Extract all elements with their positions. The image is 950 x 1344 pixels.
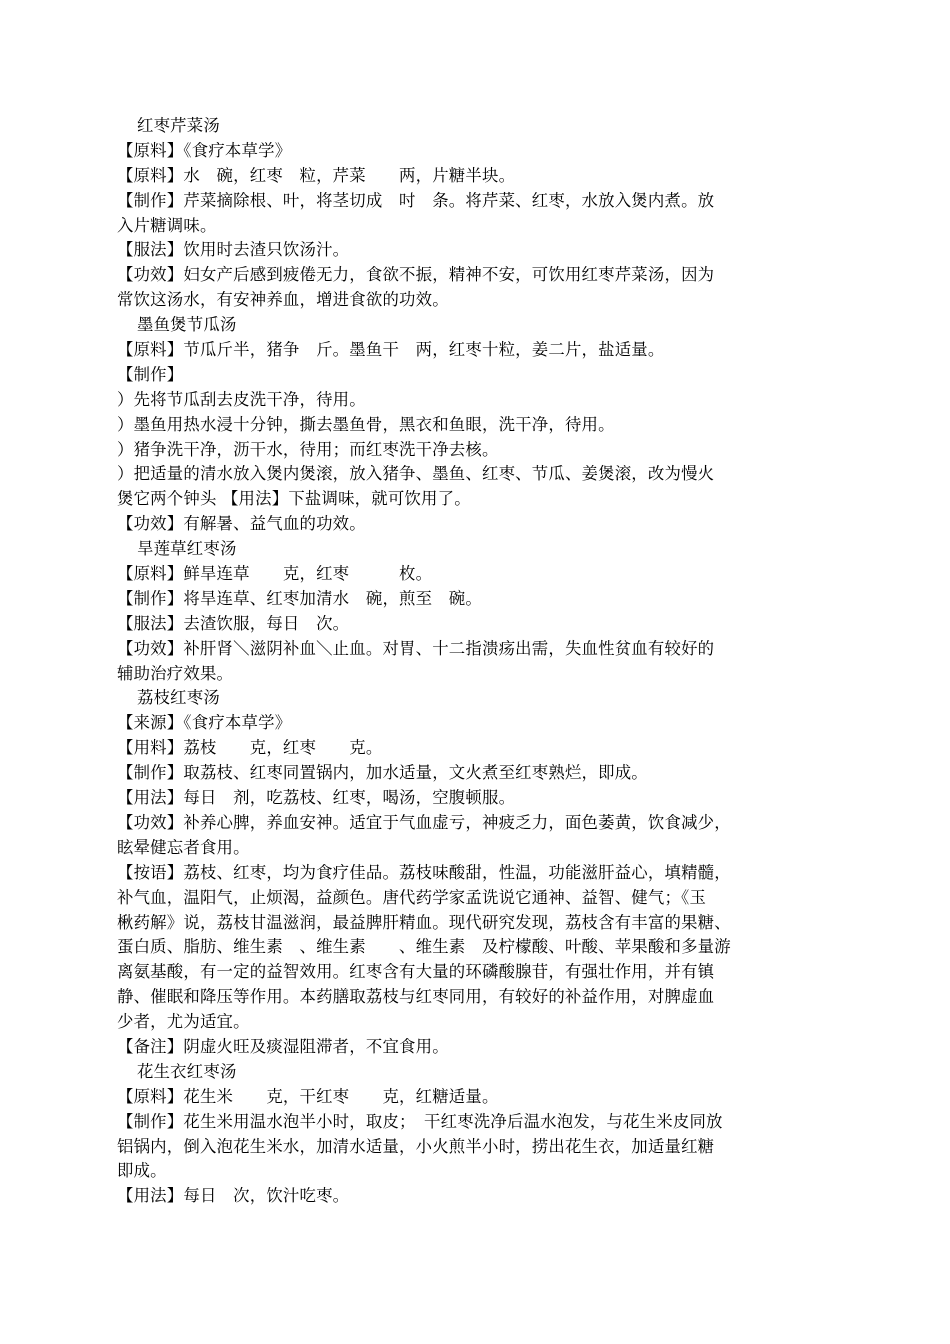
text-line: 【制作】	[117, 364, 184, 384]
text-line: 【功效】妇女产后感到疲倦无力，食欲不振，精神不安，可饮用红枣芹菜汤，因为	[117, 265, 715, 285]
text-line: 【原料】水 碗，红枣 粒，芹菜 两，片糖半块。	[117, 165, 516, 185]
text-line: 【制作】芹菜摘除根、叶，将茎切成 吋 条。将芹菜、红枣，水放入煲内煮。放	[117, 190, 715, 210]
text-line: 离氨基酸，有一定的益智效用。红枣含有大量的环磷酸腺苷，有强壮作用，并有镇	[117, 962, 715, 982]
text-line: 【功效】有解暑、益气血的功效。	[117, 514, 366, 534]
recipe-title: 红枣芹菜汤	[137, 116, 220, 135]
text-line: 静、催眠和降压等作用。本药膳取荔枝与红枣同用，有较好的补益作用，对脾虚血	[117, 987, 715, 1007]
text-line: 【用料】荔枝 克，红枣 克。	[117, 738, 383, 758]
text-line: 煲它两个钟头 【用法】下盐调味，就可饮用了。	[117, 489, 471, 509]
text-line: 【服法】去渣饮服，每日 次。	[117, 613, 350, 633]
text-line: ）猪争洗干净，沥干水，待用；而红枣洗干净去核。	[117, 439, 499, 459]
recipe-title: 旱莲草红枣汤	[137, 539, 237, 559]
text-line: 少者，尤为适宜。	[117, 1012, 250, 1032]
text-line: ）先将节瓜刮去皮洗干净，待用。	[117, 389, 366, 409]
text-line: 【服法】饮用时去渣只饮汤汁。	[117, 240, 350, 260]
text-line: 铝锅内，倒入泡花生米水，加清水适量，小火煎半小时，捞出花生衣，加适量红糖	[117, 1136, 715, 1156]
text-line: 【原料】《食疗本草学》	[117, 140, 292, 160]
text-line: 补气血，温阳气，止烦渴，益颜色。唐代药学家孟诜说它通神、益智、健气；《玉	[117, 887, 707, 907]
text-line: 【原料】节瓜斤半，猪争 斤。墨鱼干 两，红枣十粒，姜二片，盐适量。	[117, 340, 665, 360]
recipe-title: 花生衣红枣汤	[137, 1061, 237, 1081]
text-line: 蛋白质、脂肪、维生素 、维生素 、维生素 及柠檬酸、叶酸、苹果酸和多量游	[117, 937, 731, 957]
text-line: 常饮这汤水，有安神养血，增进食欲的功效。	[117, 290, 449, 310]
text-line: 入片糖调味。	[117, 215, 217, 235]
text-line: 【用法】每日 剂，吃荔枝、红枣，喝汤，空腹顿服。	[117, 788, 516, 808]
text-line: 【原料】鲜旱连草 克，红枣 枚。	[117, 564, 433, 584]
text-line: 【制作】取荔枝、红枣同置锅内，加水适量，文火煮至红枣熟烂，即成。	[117, 763, 648, 783]
text-line: 【来源】《食疗本草学》	[117, 713, 292, 733]
recipe-title: 墨鱼煲节瓜汤	[137, 315, 237, 335]
text-line: 【功效】补养心脾，养血安神。适宜于气血虚亏，神疲乏力，面色萎黄，饮食减少，	[117, 812, 731, 832]
text-line: 【按语】荔枝、红枣，均为食疗佳品。荔枝味酸甜，性温，功能滋肝益心，填精髓，	[117, 862, 731, 882]
recipe-title: 荔枝红枣汤	[137, 688, 220, 708]
text-line: 【备注】阴虚火旺及痰湿阻滞者，不宜食用。	[117, 1036, 449, 1056]
text-line: 【制作】花生米用温水泡半小时，取皮； 干红枣洗净后温水泡发，与花生米皮同放	[117, 1111, 723, 1131]
text-line: 眩晕健忘者食用。	[117, 837, 250, 857]
text-line: 【原料】花生米 克，干红枣 克，红糖适量。	[117, 1086, 499, 1106]
text-line: 【功效】补肝肾＼滋阴补血＼止血。对胃、十二指溃疡出需，失血性贫血有较好的	[117, 638, 715, 658]
text-line: ）墨鱼用热水浸十分钟，撕去墨鱼骨，黑衣和鱼眼，洗干净，待用。	[117, 414, 615, 434]
text-line: 楸药解》说，荔枝甘温滋润，最益脾肝精血。现代研究发现，荔枝含有丰富的果糖、	[117, 912, 731, 932]
text-line: 即成。	[117, 1161, 167, 1181]
text-line: 辅助治疗效果。	[117, 663, 234, 683]
text-line: 【制作】将旱连草、红枣加清水 碗，煎至 碗。	[117, 588, 482, 608]
text-line: 【用法】每日 次，饮汁吃枣。	[117, 1186, 350, 1206]
text-line: ）把适量的清水放入煲内煲滚，放入猪争、墨鱼、红枣、节瓜、姜煲滚，改为慢火	[117, 464, 715, 484]
document-body	[117, 114, 831, 1209]
